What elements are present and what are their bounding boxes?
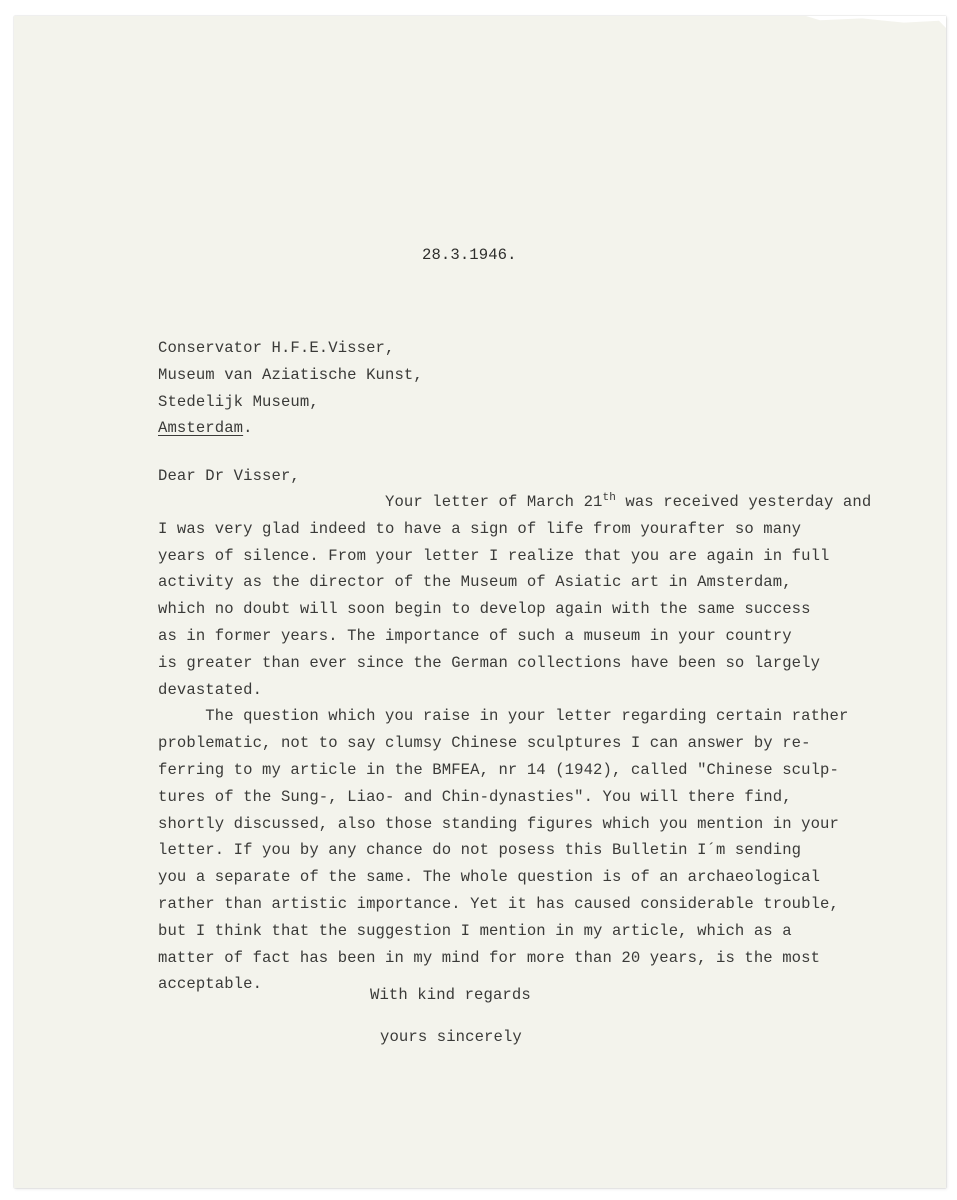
address-line: Conservator H.F.E.Visser, [158,339,395,357]
address-line: Museum van Aziatische Kunst, [158,365,423,384]
closing: With kind regards [370,986,531,1004]
recipient-address [158,335,423,442]
body-line: years of silence. From your letter I realize that you are again in full [158,546,830,565]
torn-corner [806,16,946,28]
body-line: The question which you raise in your letter regarding certain rather [158,707,849,726]
signoff: yours sincerely [380,1028,522,1046]
salutation: Dear Dr Visser, [158,467,300,485]
body-line: rather than artistic importance. Yet it has caused considerable trouble, [158,894,839,913]
body-line: is greater than ever since the German collections have been so largely [158,653,821,672]
body-line: matter of fact has been in my mind for more than 20 years, is the most [158,948,821,967]
body-line: tures of the Sung-, Liao- and Chin-dynasties". You will there find, [158,787,792,806]
body-line: I was very glad indeed to have a sign of life from yourafter so many [158,519,802,538]
letter-date: 28.3.1946. [422,246,517,264]
body-line-end: was received yesterday and [615,493,872,511]
body-line: acceptable. [158,975,263,994]
ordinal-suffix: th [602,492,616,504]
body-line: activity as the director of the Museum of Asiatic art in Amsterdam, [158,573,792,592]
body-line: letter. If you by any chance do not posess this Bulletin I´m sending [158,841,802,860]
body-line [158,489,871,516]
body-line-start: Your letter of March 21 [158,493,603,511]
body-line: but I think that the suggestion I mention in my article, which as a [158,921,792,940]
letter-body [158,489,871,998]
address-line-city [158,415,423,442]
body-line: problematic, not to say clumsy Chinese sculptures I can answer by re- [158,734,811,753]
city-name: Amsterdam [158,419,244,438]
city-suffix: . [243,419,253,438]
body-line: devastated. [158,680,263,699]
body-line: shortly discussed, also those standing figures which you mention in your [158,814,839,833]
body-line: ferring to my article in the BMFEA, nr 14 (1942), called "Chinese sculp- [158,760,839,779]
body-line: as in former years. The importance of such a museum in your country [158,626,792,645]
body-line: you a separate of the same. The whole question is of an archaeological [158,868,821,887]
body-line: which no doubt will soon begin to develop again with the same success [158,600,811,619]
address-line: Stedelijk Museum, [158,392,319,411]
